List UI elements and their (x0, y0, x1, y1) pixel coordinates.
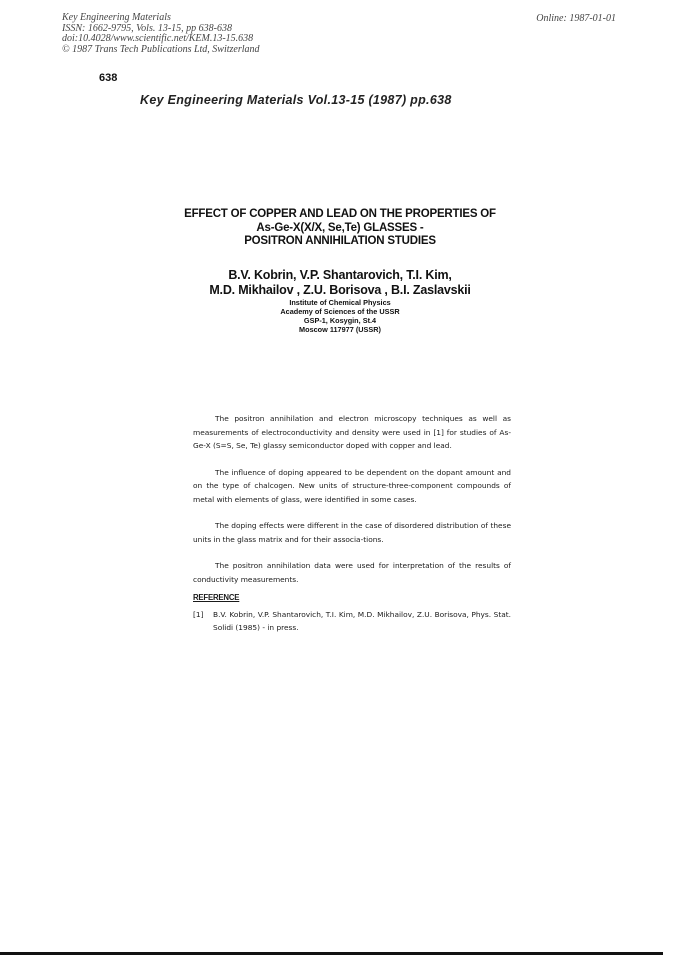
doi-line: doi:10.4028/www.scientific.net/KEM.13-15.638 (62, 33, 254, 44)
author-list (120, 268, 560, 297)
issn-line: ISSN: 1662-9795, Vols. 13-15, pp 638-638 (62, 22, 232, 34)
publication-metadata (62, 13, 260, 55)
running-head: Key Engineering Materials Vol.13-15 (1987) pp.638 (140, 93, 452, 107)
page-bottom-rule (0, 952, 663, 955)
affiliation-line: Academy of Sciences of the USSR (280, 307, 400, 316)
reference-number: [1] (193, 609, 204, 619)
reference-text: B.V. Kobrin, V.P. Shantarovich, T.I. Kim, M.D. Mikhailov, Z.U. Borisova, Phys. Stat. Solidi (1985) - in press. (213, 609, 511, 632)
body-paragraph: The positron annihilation data were used for interpretation of the results of conductivity measurements. (193, 561, 511, 584)
title-line: As-Ge-X(X/X, Se,Te) GLASSES - (256, 221, 424, 234)
affiliation-line: GSP-1, Kosygin, St.4 (303, 316, 377, 325)
body-paragraph: The influence of doping appeared to be dependent on the dopant amount and on the type of chalcogen. New units of structure-three-component compounds of metal with elements of glass, were identified in some cases. (193, 467, 511, 504)
body-paragraph: The positron annihilation and electron microscopy techniques as well as measurements of electroconductivity and density were used in [1] for studies of As-Ge-X (S=S, Se, Te) glassy semiconductor doped with copper and lead. (193, 414, 511, 450)
title-line: EFFECT OF COPPER AND LEAD ON THE PROPERTIES OF (184, 208, 496, 220)
page-number: 638 (99, 72, 118, 84)
body-paragraph: The doping effects were different in the case of disordered distribution of these units in the glass matrix and for their associa-tions. (193, 521, 511, 544)
reference-heading: REFERENCE (193, 593, 240, 602)
affiliation-line: Moscow 117977 (USSR) (299, 325, 381, 334)
abstract-body (193, 412, 511, 634)
title-line: POSITRON ANNIHILATION STUDIES (244, 235, 436, 247)
copyright-line: © 1987 Trans Tech Publications Ltd, Switzerland (62, 43, 260, 55)
author-line: M.D. Mikhailov , Z.U. Borisova , B.I. Zaslavskii (209, 282, 471, 297)
reference-item (193, 608, 511, 634)
journal-name: Key Engineering Materials (62, 12, 171, 23)
paper-title (120, 208, 560, 249)
author-line: B.V. Kobrin, V.P. Shantarovich, T.I. Kim, (228, 268, 452, 282)
online-date: Online: 1987-01-01 (536, 13, 616, 24)
affiliation-line: Institute of Chemical Physics (289, 298, 391, 307)
affiliation (120, 298, 560, 334)
